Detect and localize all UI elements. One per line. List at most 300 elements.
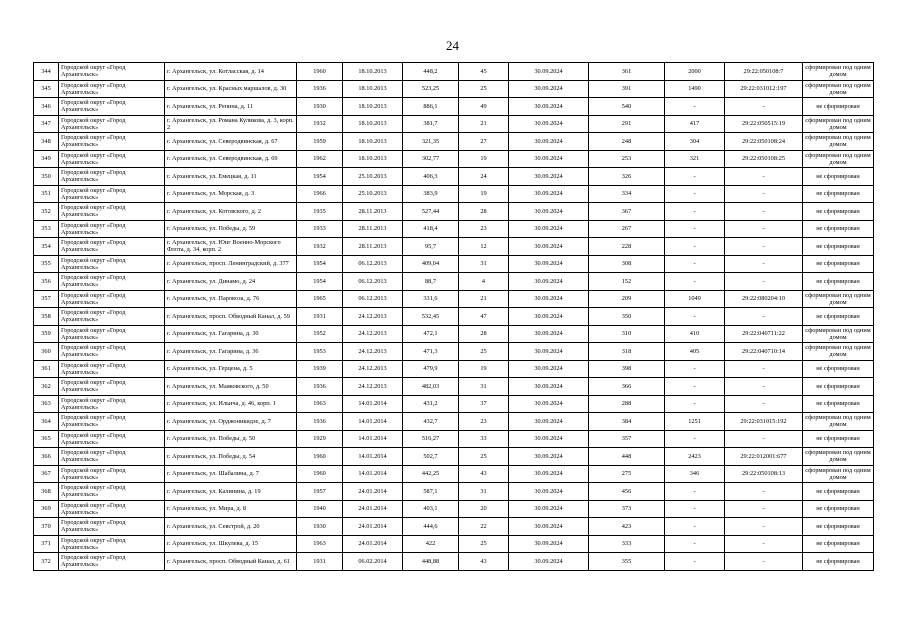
relocation-date-cell: 30.09.2024	[509, 255, 589, 273]
address-cell: г. Архангельск, ул. Маяковского, д. 50	[165, 378, 297, 396]
address-cell: г. Архангельск, ул. Паровоза, д. 76	[165, 290, 297, 308]
value-cell: 152	[589, 273, 665, 291]
area-cell: 383,9	[403, 185, 459, 203]
relocation-date-cell: 30.09.2024	[509, 98, 589, 116]
area-cell: 381,7	[403, 115, 459, 133]
value-cell: 291	[589, 115, 665, 133]
land-area-cell: -	[665, 535, 725, 553]
row-number-cell: 356	[34, 273, 59, 291]
cadastral-number-cell: 29:22:050108:25	[725, 150, 803, 168]
table-row	[34, 220, 874, 238]
land-status-cell: не сформирован	[803, 168, 874, 186]
recognition-date-cell: 06.02.2014	[343, 553, 403, 571]
address-cell: г. Архангельск, ул. Репина, д. 11	[165, 98, 297, 116]
table-row	[34, 553, 874, 571]
recognition-date-cell: 06.12.2013	[343, 255, 403, 273]
land-status-cell: сформирован под одним домом	[803, 343, 874, 361]
land-area-cell: 321	[665, 150, 725, 168]
land-area-cell: -	[665, 220, 725, 238]
table-row	[34, 185, 874, 203]
relocation-date-cell: 30.09.2024	[509, 308, 589, 326]
value-cell: 456	[589, 483, 665, 501]
land-status-cell: не сформирован	[803, 308, 874, 326]
municipality-cell: Городской округ «Город Архангельск»	[59, 378, 165, 396]
table-row	[34, 290, 874, 308]
value-cell: 355	[589, 553, 665, 571]
value-cell: 228	[589, 238, 665, 256]
build-year-cell: 1935	[297, 203, 343, 221]
residents-count-cell: 21	[459, 290, 509, 308]
value-cell: 361	[589, 63, 665, 81]
relocation-date-cell: 30.09.2024	[509, 465, 589, 483]
cadastral-number-cell: -	[725, 308, 803, 326]
cadastral-number-cell: -	[725, 273, 803, 291]
table-row	[34, 430, 874, 448]
value-cell: 326	[589, 168, 665, 186]
recognition-date-cell: 14.01.2014	[343, 395, 403, 413]
municipality-cell: Городской округ «Город Архангельск»	[59, 518, 165, 536]
recognition-date-cell: 24.12.2013	[343, 343, 403, 361]
value-cell: 357	[589, 430, 665, 448]
residents-count-cell: 37	[459, 395, 509, 413]
relocation-date-cell: 30.09.2024	[509, 80, 589, 98]
row-number-cell: 359	[34, 325, 59, 343]
relocation-date-cell: 30.09.2024	[509, 360, 589, 378]
municipality-cell: Городской округ «Город Архангельск»	[59, 168, 165, 186]
relocation-date-cell: 30.09.2024	[509, 518, 589, 536]
residents-count-cell: 49	[459, 98, 509, 116]
value-cell: 248	[589, 133, 665, 151]
cadastral-number-cell: 29:22:050108:13	[725, 465, 803, 483]
row-number-cell: 363	[34, 395, 59, 413]
residents-count-cell: 25	[459, 343, 509, 361]
row-number-cell: 351	[34, 185, 59, 203]
recognition-date-cell: 18.10.2013	[343, 80, 403, 98]
cadastral-number-cell: -	[725, 203, 803, 221]
relocation-date-cell: 30.09.2024	[509, 395, 589, 413]
land-status-cell: не сформирован	[803, 430, 874, 448]
municipality-cell: Городской округ «Город Архангельск»	[59, 203, 165, 221]
address-cell: г. Архангельск, ул. Шкулева, д. 15	[165, 535, 297, 553]
address-cell: г. Архангельск, ул. Победы, д. 50	[165, 430, 297, 448]
area-cell: 532,45	[403, 308, 459, 326]
relocation-date-cell: 30.09.2024	[509, 115, 589, 133]
address-cell: г. Архангельск, ул. Гагарина, д. 36	[165, 343, 297, 361]
municipality-cell: Городской округ «Город Архангельск»	[59, 150, 165, 168]
build-year-cell: 1930	[297, 98, 343, 116]
table-row	[34, 168, 874, 186]
area-cell: 95,7	[403, 238, 459, 256]
residents-count-cell: 31	[459, 255, 509, 273]
land-area-cell: 410	[665, 325, 725, 343]
recognition-date-cell: 18.10.2013	[343, 115, 403, 133]
municipality-cell: Городской округ «Город Архангельск»	[59, 535, 165, 553]
residents-count-cell: 22	[459, 518, 509, 536]
value-cell: 350	[589, 308, 665, 326]
residents-count-cell: 31	[459, 483, 509, 501]
table-row	[34, 518, 874, 536]
residents-count-cell: 20	[459, 500, 509, 518]
recognition-date-cell: 18.10.2013	[343, 150, 403, 168]
build-year-cell: 1959	[297, 133, 343, 151]
row-number-cell: 348	[34, 133, 59, 151]
land-status-cell: не сформирован	[803, 553, 874, 571]
row-number-cell: 368	[34, 483, 59, 501]
residents-count-cell: 28	[459, 203, 509, 221]
land-status-cell: сформирован под одним домом	[803, 115, 874, 133]
land-area-cell: -	[665, 255, 725, 273]
recognition-date-cell: 24.12.2013	[343, 378, 403, 396]
land-status-cell: не сформирован	[803, 395, 874, 413]
row-number-cell: 371	[34, 535, 59, 553]
address-cell: г. Архангельск, ул. Романа Куликова, д. 3, корп. 2	[165, 115, 297, 133]
value-cell: 310	[589, 325, 665, 343]
relocation-date-cell: 30.09.2024	[509, 343, 589, 361]
area-cell: 516,27	[403, 430, 459, 448]
row-number-cell: 358	[34, 308, 59, 326]
area-cell: 448,88	[403, 553, 459, 571]
address-cell: г. Архангельск, ул. Северодвинская, д. 67	[165, 133, 297, 151]
recognition-date-cell: 24.01.2014	[343, 483, 403, 501]
area-cell: 482,03	[403, 378, 459, 396]
table-row	[34, 325, 874, 343]
cadastral-number-cell: 29:22:080204:10	[725, 290, 803, 308]
recognition-date-cell: 06.12.2013	[343, 273, 403, 291]
address-cell: г. Архангельск, ул. Морская, д. 3	[165, 185, 297, 203]
table-row	[34, 133, 874, 151]
table-row	[34, 413, 874, 431]
table-row	[34, 395, 874, 413]
recognition-date-cell: 18.10.2013	[343, 63, 403, 81]
table-row	[34, 343, 874, 361]
land-status-cell: не сформирован	[803, 483, 874, 501]
relocation-date-cell: 30.09.2024	[509, 168, 589, 186]
address-cell: г. Архангельск, ул. Юнг Военно-Морского Флота, д. 34, корп. 2	[165, 238, 297, 256]
cadastral-number-cell: -	[725, 500, 803, 518]
value-cell: 367	[589, 203, 665, 221]
address-cell: г. Архангельск, ул. Северодвинская, д. 69	[165, 150, 297, 168]
row-number-cell: 346	[34, 98, 59, 116]
relocation-date-cell: 30.09.2024	[509, 150, 589, 168]
municipality-cell: Городской округ «Город Архангельск»	[59, 238, 165, 256]
land-area-cell: -	[665, 203, 725, 221]
row-number-cell: 366	[34, 448, 59, 466]
relocation-date-cell: 30.09.2024	[509, 553, 589, 571]
recognition-date-cell: 24.01.2014	[343, 518, 403, 536]
recognition-date-cell: 14.01.2014	[343, 465, 403, 483]
relocation-date-cell: 30.09.2024	[509, 133, 589, 151]
address-cell: г. Архангельск, ул. Герцена, д. 5	[165, 360, 297, 378]
table-body	[34, 63, 874, 571]
area-cell: 403,1	[403, 500, 459, 518]
row-number-cell: 352	[34, 203, 59, 221]
build-year-cell: 1932	[297, 115, 343, 133]
table-row	[34, 448, 874, 466]
row-number-cell: 361	[34, 360, 59, 378]
cadastral-number-cell: -	[725, 360, 803, 378]
residents-count-cell: 23	[459, 220, 509, 238]
residents-count-cell: 19	[459, 185, 509, 203]
municipality-cell: Городской округ «Город Архангельск»	[59, 448, 165, 466]
area-cell: 406,3	[403, 168, 459, 186]
residents-count-cell: 4	[459, 273, 509, 291]
relocation-date-cell: 30.09.2024	[509, 185, 589, 203]
build-year-cell: 1963	[297, 395, 343, 413]
build-year-cell: 1931	[297, 553, 343, 571]
land-area-cell: -	[665, 430, 725, 448]
value-cell: 373	[589, 500, 665, 518]
cadastral-number-cell: -	[725, 378, 803, 396]
land-status-cell: не сформирован	[803, 360, 874, 378]
row-number-cell: 357	[34, 290, 59, 308]
area-cell: 502,7	[403, 448, 459, 466]
area-cell: 444,6	[403, 518, 459, 536]
value-cell: 209	[589, 290, 665, 308]
recognition-date-cell: 28.11.2013	[343, 238, 403, 256]
land-area-cell: -	[665, 185, 725, 203]
address-cell: г. Архангельск, ул. Мира, д. 8	[165, 500, 297, 518]
residents-count-cell: 25	[459, 535, 509, 553]
land-status-cell: не сформирован	[803, 378, 874, 396]
address-cell: г. Архангельск, ул. Севстрой, д. 20	[165, 518, 297, 536]
row-number-cell: 364	[34, 413, 59, 431]
table-row	[34, 378, 874, 396]
build-year-cell: 1962	[297, 150, 343, 168]
build-year-cell: 1960	[297, 63, 343, 81]
value-cell: 366	[589, 378, 665, 396]
residents-count-cell: 21	[459, 115, 509, 133]
residents-count-cell: 23	[459, 413, 509, 431]
residents-count-cell: 25	[459, 80, 509, 98]
housing-registry-table	[33, 62, 874, 571]
land-status-cell: сформирован под одним домом	[803, 63, 874, 81]
municipality-cell: Городской округ «Город Архангельск»	[59, 273, 165, 291]
table-row	[34, 115, 874, 133]
cadastral-number-cell: -	[725, 553, 803, 571]
relocation-date-cell: 30.09.2024	[509, 203, 589, 221]
address-cell: г. Архангельск, ул. Красных маршалов, д. 30	[165, 80, 297, 98]
recognition-date-cell: 14.01.2014	[343, 448, 403, 466]
value-cell: 384	[589, 413, 665, 431]
residents-count-cell: 25	[459, 448, 509, 466]
area-cell: 302,77	[403, 150, 459, 168]
municipality-cell: Городской округ «Город Архангельск»	[59, 290, 165, 308]
municipality-cell: Городской округ «Город Архангельск»	[59, 220, 165, 238]
address-cell: г. Архангельск, ул. Динамо, д. 24	[165, 273, 297, 291]
value-cell: 391	[589, 80, 665, 98]
municipality-cell: Городской округ «Город Архангельск»	[59, 343, 165, 361]
residents-count-cell: 19	[459, 150, 509, 168]
build-year-cell: 1960	[297, 465, 343, 483]
recognition-date-cell: 25.10.2013	[343, 168, 403, 186]
row-number-cell: 370	[34, 518, 59, 536]
value-cell: 398	[589, 360, 665, 378]
build-year-cell: 1929	[297, 430, 343, 448]
land-area-cell: -	[665, 273, 725, 291]
build-year-cell: 1932	[297, 238, 343, 256]
land-area-cell: -	[665, 360, 725, 378]
value-cell: 288	[589, 395, 665, 413]
build-year-cell: 1936	[297, 80, 343, 98]
land-status-cell: сформирован под одним домом	[803, 150, 874, 168]
land-status-cell: не сформирован	[803, 238, 874, 256]
address-cell: г. Архангельск, ул. Котовского, д. 2	[165, 203, 297, 221]
build-year-cell: 1957	[297, 483, 343, 501]
page-number: 24	[446, 38, 459, 53]
municipality-cell: Городской округ «Город Архангельск»	[59, 185, 165, 203]
land-area-cell: 417	[665, 115, 725, 133]
land-area-cell: -	[665, 483, 725, 501]
residents-count-cell: 12	[459, 238, 509, 256]
build-year-cell: 1965	[297, 290, 343, 308]
row-number-cell: 354	[34, 238, 59, 256]
area-cell: 432,7	[403, 413, 459, 431]
residents-count-cell: 19	[459, 360, 509, 378]
cadastral-number-cell: -	[725, 518, 803, 536]
residents-count-cell: 28	[459, 325, 509, 343]
address-cell: г. Архангельск, ул. Гагарина, д. 30	[165, 325, 297, 343]
land-status-cell: не сформирован	[803, 203, 874, 221]
address-cell: г. Архангельск, ул. Калинина, д. 19	[165, 483, 297, 501]
municipality-cell: Городской округ «Город Архангельск»	[59, 255, 165, 273]
table-row	[34, 500, 874, 518]
area-cell: 442,25	[403, 465, 459, 483]
table-row	[34, 308, 874, 326]
cadastral-number-cell: 29:22:031015:192	[725, 413, 803, 431]
recognition-date-cell: 14.01.2014	[343, 413, 403, 431]
recognition-date-cell: 25.10.2013	[343, 185, 403, 203]
land-status-cell: сформирован под одним домом	[803, 413, 874, 431]
table-row	[34, 535, 874, 553]
area-cell: 88,7	[403, 273, 459, 291]
land-area-cell: -	[665, 518, 725, 536]
relocation-date-cell: 30.09.2024	[509, 63, 589, 81]
build-year-cell: 1939	[297, 360, 343, 378]
cadastral-number-cell: -	[725, 255, 803, 273]
land-status-cell: не сформирован	[803, 185, 874, 203]
table-row	[34, 360, 874, 378]
table-row	[34, 98, 874, 116]
municipality-cell: Городской округ «Город Архангельск»	[59, 483, 165, 501]
municipality-cell: Городской округ «Город Архангельск»	[59, 500, 165, 518]
municipality-cell: Городской округ «Город Архангельск»	[59, 430, 165, 448]
table-row	[34, 273, 874, 291]
address-cell: г. Архангельск, ул. Котласская, д. 14	[165, 63, 297, 81]
relocation-date-cell: 30.09.2024	[509, 325, 589, 343]
build-year-cell: 1952	[297, 325, 343, 343]
area-cell: 418,4	[403, 220, 459, 238]
area-cell: 587,1	[403, 483, 459, 501]
land-status-cell: не сформирован	[803, 98, 874, 116]
cadastral-number-cell: 29:22:040710:14	[725, 343, 803, 361]
address-cell: г. Архангельск, просп. Обводный Канал, д. 59	[165, 308, 297, 326]
land-area-cell: 346	[665, 465, 725, 483]
municipality-cell: Городской округ «Город Архангельск»	[59, 63, 165, 81]
cadastral-number-cell: -	[725, 168, 803, 186]
land-area-cell: 2000	[665, 63, 725, 81]
build-year-cell: 1936	[297, 378, 343, 396]
area-cell: 409,04	[403, 255, 459, 273]
recognition-date-cell: 24.12.2013	[343, 360, 403, 378]
area-cell: 422	[403, 535, 459, 553]
address-cell: г. Архангельск, ул. Емецкая, д. 11	[165, 168, 297, 186]
municipality-cell: Городской округ «Город Архангельск»	[59, 80, 165, 98]
address-cell: г. Архангельск, просп. Обводный Канал, д. 61	[165, 553, 297, 571]
recognition-date-cell: 24.01.2014	[343, 535, 403, 553]
recognition-date-cell: 24.12.2013	[343, 325, 403, 343]
address-cell: г. Архангельск, ул. Шабалина, д. 7	[165, 465, 297, 483]
row-number-cell: 345	[34, 80, 59, 98]
land-area-cell: -	[665, 168, 725, 186]
value-cell: 334	[589, 185, 665, 203]
build-year-cell: 1963	[297, 535, 343, 553]
municipality-cell: Городской округ «Город Архангельск»	[59, 553, 165, 571]
recognition-date-cell: 28.11.2013	[343, 220, 403, 238]
relocation-date-cell: 30.09.2024	[509, 273, 589, 291]
area-cell: 472,1	[403, 325, 459, 343]
land-area-cell: 1049	[665, 290, 725, 308]
row-number-cell: 350	[34, 168, 59, 186]
land-area-cell: -	[665, 308, 725, 326]
address-cell: г. Архангельск, просп. Ленинградский, д. 377	[165, 255, 297, 273]
address-cell: г. Архангельск, ул. Победы, д. 54	[165, 448, 297, 466]
relocation-date-cell: 30.09.2024	[509, 500, 589, 518]
recognition-date-cell: 24.01.2014	[343, 500, 403, 518]
land-area-cell: 304	[665, 133, 725, 151]
municipality-cell: Городской округ «Город Архангельск»	[59, 413, 165, 431]
cadastral-number-cell: 29:22:050108:24	[725, 133, 803, 151]
build-year-cell: 1954	[297, 255, 343, 273]
recognition-date-cell: 24.12.2013	[343, 308, 403, 326]
cadastral-number-cell: 29:22:031012:197	[725, 80, 803, 98]
row-number-cell: 369	[34, 500, 59, 518]
cadastral-number-cell: -	[725, 430, 803, 448]
land-area-cell: 2423	[665, 448, 725, 466]
build-year-cell: 1953	[297, 343, 343, 361]
land-status-cell: не сформирован	[803, 518, 874, 536]
municipality-cell: Городской округ «Город Архангельск»	[59, 308, 165, 326]
relocation-date-cell: 30.09.2024	[509, 535, 589, 553]
recognition-date-cell: 18.10.2013	[343, 98, 403, 116]
build-year-cell: 1936	[297, 413, 343, 431]
cadastral-number-cell: -	[725, 220, 803, 238]
recognition-date-cell: 18.10.2013	[343, 133, 403, 151]
table-row	[34, 80, 874, 98]
land-area-cell: 1251	[665, 413, 725, 431]
cadastral-number-cell: 29:22:012001:677	[725, 448, 803, 466]
land-status-cell: сформирован под одним домом	[803, 80, 874, 98]
residents-count-cell: 43	[459, 465, 509, 483]
land-area-cell: 1490	[665, 80, 725, 98]
address-cell: г. Архангельск, ул. Орджоникидзе, д. 7	[165, 413, 297, 431]
land-area-cell: -	[665, 500, 725, 518]
row-number-cell: 362	[34, 378, 59, 396]
table-row	[34, 483, 874, 501]
cadastral-number-cell: 29:22:040711:22	[725, 325, 803, 343]
relocation-date-cell: 30.09.2024	[509, 238, 589, 256]
municipality-cell: Городской округ «Город Архангельск»	[59, 395, 165, 413]
table-row	[34, 150, 874, 168]
row-number-cell: 353	[34, 220, 59, 238]
value-cell: 448	[589, 448, 665, 466]
area-cell: 523,25	[403, 80, 459, 98]
residents-count-cell: 31	[459, 378, 509, 396]
land-status-cell: не сформирован	[803, 220, 874, 238]
residents-count-cell: 27	[459, 133, 509, 151]
table-row	[34, 255, 874, 273]
land-area-cell: -	[665, 378, 725, 396]
land-area-cell: -	[665, 553, 725, 571]
